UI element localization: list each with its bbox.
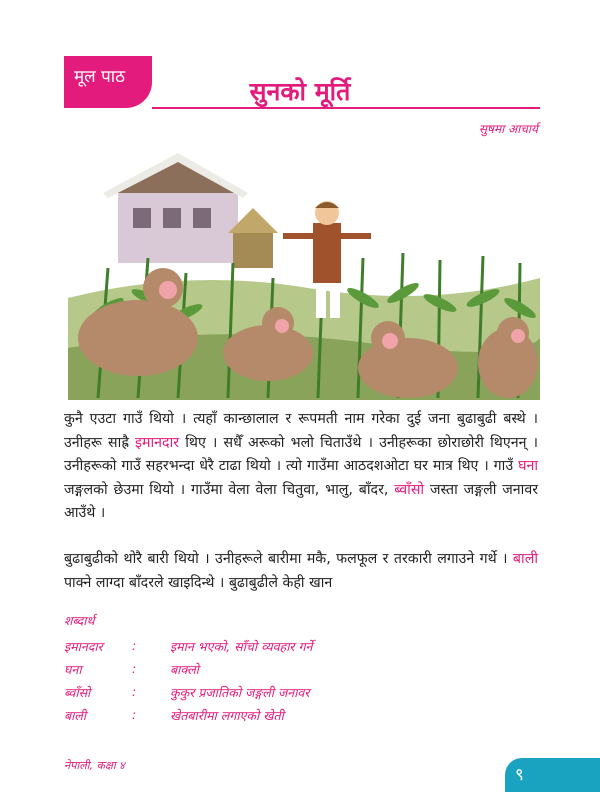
story-illustration-icon [68,148,540,400]
lesson-tab-label: मूल पाठ [74,67,126,87]
glossary-meaning: खेतबारीमा लगाएको खेती [170,708,284,723]
story-title: सुनको मूर्ति [249,77,351,106]
glossary-word: घना [64,662,82,677]
glossary-colon: : [132,707,137,722]
glossary-title: शब्दार्थ [64,613,95,628]
glossary-word: इमानदार [64,639,103,654]
glossary-colon: : [132,638,137,653]
glossary-colon: : [132,684,137,699]
glossary-colon: : [132,661,137,676]
keyword-imandar: इमानदार [135,434,180,451]
keyword-bwanso: ब्वाँसो [394,481,425,498]
title-underline [152,107,540,109]
keyword-ghana: घना [518,458,538,475]
keyword-bali: बाली [512,551,538,567]
book-title-footer: नेपाली, कक्षा ४ [64,759,125,772]
page-number: ९ [515,765,524,785]
story-paragraph-2: बुढाबुढीको थोरै बारी थियो । उनीहरूले बारीमा मकै, फलफूल र तरकारी लगाउने गर्थे । बाली पाक्ने लाग्दा बाँदरले खाइदिन्थे । बुढाबुढीले केही खान [64,551,538,591]
glossary-meaning: बाक्लो [170,662,199,677]
author-name: सुषमा आचार्य [478,122,538,136]
story-paragraph-1: कुनै एउटा गाउँ थियो । त्यहाँ कान्छालाल र रूपमती नाम गरेका दुई जना बुढाबुढी बस्थे । उनीहरू साह्रै इमानदार थिए । सधैँ अरूको भलो चिताउँथे । उनीहरूका छोराछोरी थिएनन् । उनीहरूको गाउँ सहरभन्दा धेरै टाढा थियो । त्यो गाउँमा आठदशओटा घर मात्र थिए । गाउँ घना जङ्गलको छेउमा थियो । गाउँमा वेला वेला चितुवा, भालु, बाँदर, ब्वाँसो जस्ता जङ्गली जनावर आउँथे । [64,411,539,522]
glossary-word: बाली [64,708,87,723]
glossary-meaning: कुकुर प्रजातिको जङ्गली जनावर [170,685,310,700]
glossary-meaning: इमान भएको, साँचो व्यवहार गर्ने [170,639,313,654]
page-number-badge [505,758,600,792]
glossary-word: ब्वाँसो [64,685,91,700]
